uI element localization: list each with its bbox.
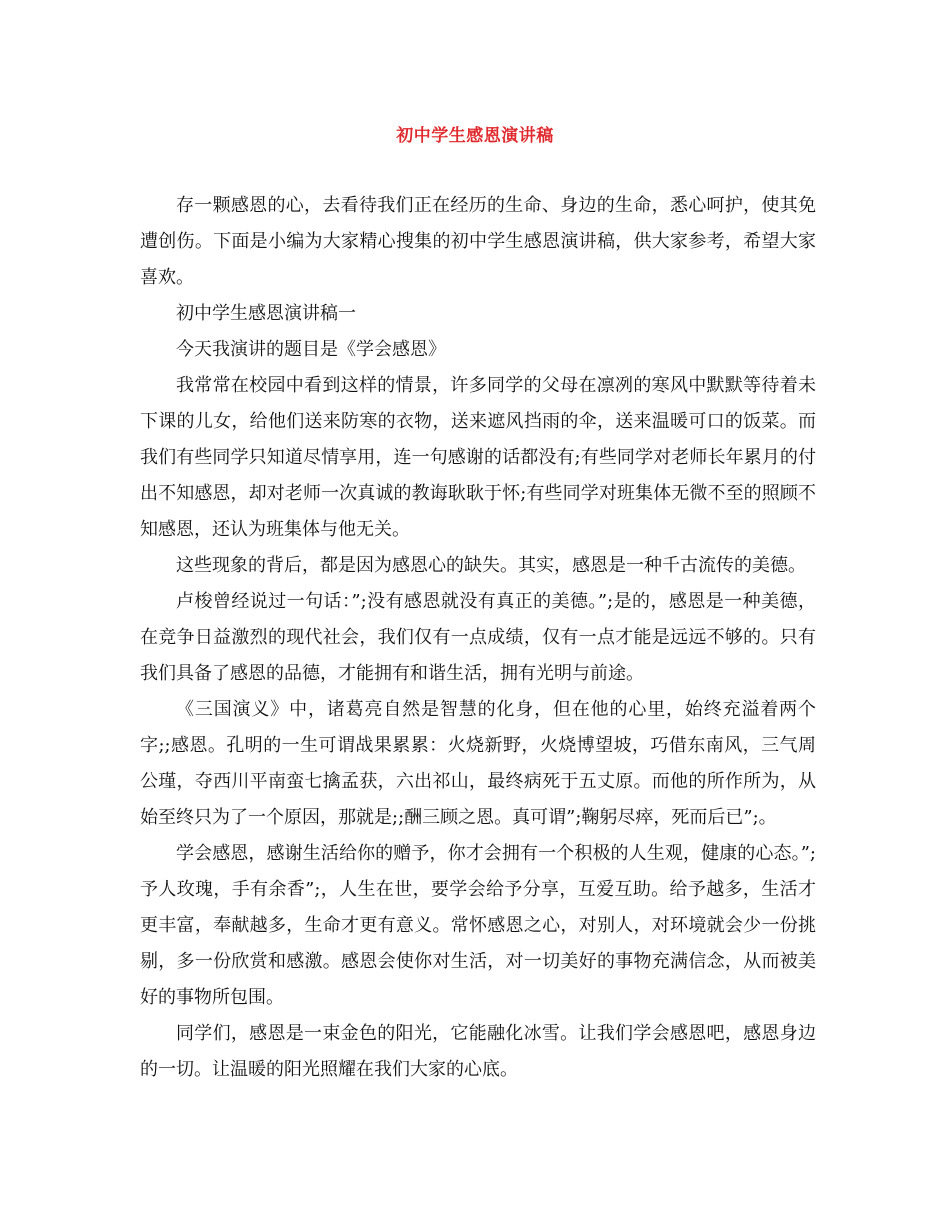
paragraph-speech-topic: 今天我演讲的题目是《学会感恩》 (176, 339, 446, 360)
paragraph-phenomenon: 这些现象的背后，都是因为感恩心的缺失。其实，感恩是一种千古流传的美德。 (176, 555, 806, 576)
paragraph-section-heading: 初中学生感恩演讲稿一 (176, 303, 356, 324)
paragraph-conclusion: 同学们，感恩是一束金色的阳光，它能融化冰雪。让我们学会感恩吧，感恩身边的一切。让温暖的阳光照耀在我们大家的心底。 (140, 1023, 816, 1080)
paragraph-campus-scene: 我常常在校园中看到这样的情景，许多同学的父母在凛冽的寒风中默默等待着未下课的儿女，给他们送来防寒的衣物，送来遮风挡雨的伞，送来温暖可口的饭菜。而我们有些同学只知道尽情享用，连一句感谢的话都没有;有些同学对老师长年累月的付出不知感恩，却对老师一次真诚的教诲耿耿于怀;有些同学对班集体无微不至的照顾不知感恩，还认为班集体与他无关。 (140, 375, 816, 540)
paragraph-learn-gratitude: 学会感恩，感谢生活给你的赠予，你才会拥有一个积极的人生观，健康的心态。”;予人玫瑰，手有余香”;，人生在世，要学会给予分享，互爱互助。给予越多，生活才更丰富，奉献越多，生命才更有意义。常怀感恩之心，对别人，对环境就会少一份挑剔，多一份欣赏和感激。感恩会使你对生活，对一切美好的事物充满信念，从而被美好的事物所包围。 (140, 843, 816, 1008)
paragraph-intro: 存一颗感恩的心，去看待我们正在经历的生命、身边的生命，悉心呵护，使其免遭创伤。下面是小编为大家精心搜集的初中学生感恩演讲稿，供大家参考，希望大家喜欢。 (140, 195, 816, 288)
paragraph-three-kingdoms: 《三国演义》中，诸葛亮自然是智慧的化身，但在他的心里，始终充溢着两个字;;感恩。孔明的一生可谓战果累累：火烧新野，火烧博望坡，巧借东南风，三气周公瑾，夺西川平南蛮七擒孟获，六出祁山，最终病死于五丈原。而他的所作所为，从始至终只为了一个原因，那就是;;酬三顾之恩。真可谓”;鞠躬尽瘁，死而后已”;。 (140, 699, 816, 828)
document-title: 初中学生感恩演讲稿 (396, 126, 554, 146)
paragraph-rousseau: 卢梭曾经说过一句话：”;没有感恩就没有真正的美德。”;是的，感恩是一种美德，在竞争日益激烈的现代社会，我们仅有一点成绩，仅有一点才能是远远不够的。只有我们具备了感恩的品德，才能拥有和谐生活，拥有光明与前途。 (140, 591, 816, 684)
document-body (140, 188, 816, 1088)
